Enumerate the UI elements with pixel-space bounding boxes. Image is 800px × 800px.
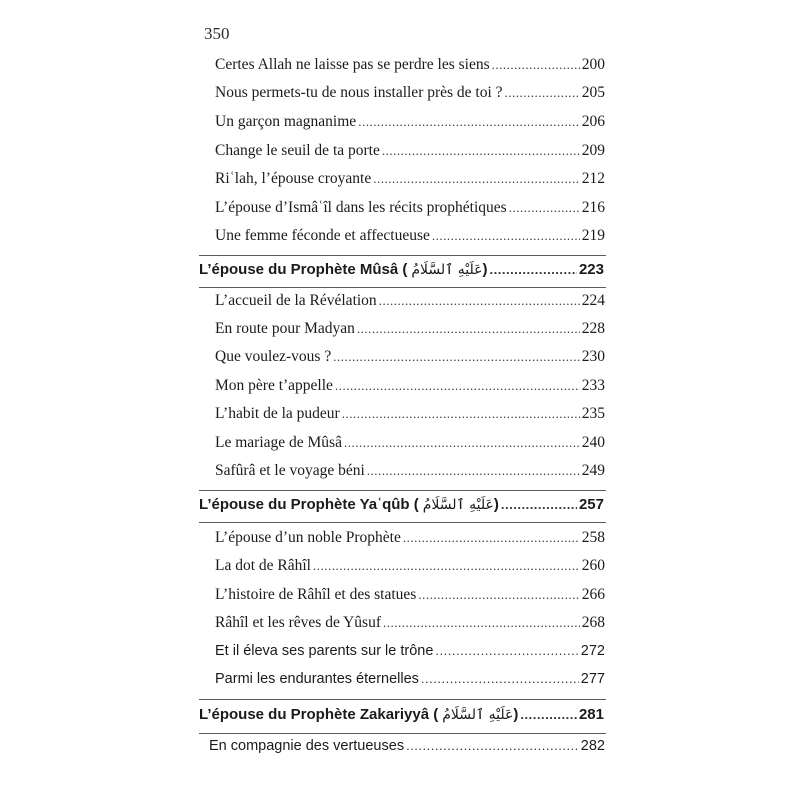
toc-entry <box>215 462 605 480</box>
toc-entry <box>215 142 605 160</box>
toc-chapter-title: L’épouse du Prophète Mûsâ ( عَلَيْهِ ٱلسَّلَامُ) <box>199 261 488 278</box>
toc-entry-page: 260 <box>581 557 605 574</box>
section-divider <box>199 733 606 734</box>
toc-entry-title: Certes Allah ne laisse pas se perdre les siens <box>215 56 490 73</box>
toc-chapter-page: 223 <box>578 261 604 278</box>
toc-entry <box>215 671 605 687</box>
toc-entry-page: 258 <box>581 529 605 546</box>
section-divider <box>199 287 606 288</box>
dot-leader <box>379 293 580 309</box>
section-divider <box>199 255 606 256</box>
dot-leader <box>335 378 580 394</box>
toc-chapter-heading <box>199 261 604 278</box>
toc-entry-page: 206 <box>581 113 605 130</box>
toc-chapter-page: 281 <box>578 706 604 723</box>
dot-leader <box>421 671 579 686</box>
toc-entry <box>215 320 605 338</box>
dot-leader <box>373 171 580 187</box>
toc-entry-title: L’épouse d’Ismâʿîl dans les récits prophétiques <box>215 199 507 216</box>
dot-leader <box>520 707 577 722</box>
toc-entry-page: 249 <box>581 462 605 479</box>
dot-leader <box>432 228 580 244</box>
dot-leader <box>383 615 580 631</box>
toc-entry-page: 228 <box>581 320 605 337</box>
dot-leader <box>406 738 579 753</box>
toc-entry-title: Une femme féconde et affectueuse <box>215 227 430 244</box>
toc-entry-title: Et il éleva ses parents sur le trône <box>215 643 434 659</box>
toc-entry <box>215 434 605 452</box>
toc-entry-page: 224 <box>581 292 605 309</box>
toc-entry-page: 266 <box>581 586 605 603</box>
toc-entry <box>215 170 605 188</box>
section-divider <box>199 490 606 491</box>
toc-entry <box>215 643 605 659</box>
toc-entry-title: La dot de Râhîl <box>215 557 311 574</box>
dot-leader <box>367 463 580 479</box>
toc-entry-page: 233 <box>581 377 605 394</box>
dot-leader <box>382 143 580 159</box>
section-divider <box>199 522 606 523</box>
toc-entry-page: 240 <box>581 434 605 451</box>
toc-entry <box>215 348 605 366</box>
dot-leader <box>492 57 580 73</box>
toc-entry-title: Safûrâ et le voyage béni <box>215 462 365 479</box>
toc-entry-title: Parmi les endurantes éternelles <box>215 671 419 687</box>
toc-entry-page: 200 <box>581 56 605 73</box>
toc-entry <box>209 738 605 754</box>
toc-chapter-title: L’épouse du Prophète Yaʿqûb ( عَلَيْهِ ٱلسَّلَامُ) <box>199 496 499 513</box>
toc-entry <box>215 529 605 547</box>
dot-leader <box>403 530 580 546</box>
toc-entry <box>215 84 605 102</box>
toc-chapter-title: L’épouse du Prophète Zakariyyâ ( عَلَيْهِ ٱلسَّلَامُ) <box>199 706 519 723</box>
dot-leader <box>358 114 580 130</box>
dot-leader <box>501 497 577 512</box>
toc-entry <box>215 199 605 217</box>
toc-entry-page: 235 <box>581 405 605 422</box>
dot-leader <box>505 85 580 101</box>
toc-entry-title: Le mariage de Mûsâ <box>215 434 342 451</box>
toc-chapter-heading <box>199 496 604 513</box>
toc-chapter-page: 257 <box>578 496 604 513</box>
toc-entry-page: 282 <box>580 738 605 754</box>
toc-entry <box>215 586 605 604</box>
toc-entry-title: L’histoire de Râhîl et des statues <box>215 586 417 603</box>
toc-entry-title: L’accueil de la Révélation <box>215 292 377 309</box>
dot-leader <box>313 558 580 574</box>
toc-entry <box>215 227 605 245</box>
dot-leader <box>435 643 578 658</box>
arabic-honorific: عَلَيْهِ ٱلسَّلَامُ <box>442 707 514 723</box>
arabic-honorific: عَلَيْهِ ٱلسَّلَامُ <box>411 262 483 278</box>
toc-entry-page: 268 <box>581 614 605 631</box>
toc-entry-page: 216 <box>581 199 605 216</box>
toc-entry <box>215 113 605 131</box>
toc-entry-page: 209 <box>581 142 605 159</box>
dot-leader <box>344 435 580 451</box>
toc-entry-page: 277 <box>580 671 605 687</box>
toc-entry-title: Riʿlah, l’épouse croyante <box>215 170 372 187</box>
dot-leader <box>490 262 577 277</box>
toc-entry-title: Mon père t’appelle <box>215 377 333 394</box>
dot-leader <box>333 349 580 365</box>
toc-entry-page: 272 <box>580 643 605 659</box>
toc-chapter-heading <box>199 706 604 723</box>
toc-entry-title: En route pour Madyan <box>215 320 355 337</box>
toc-entry-title: Nous permets-tu de nous installer près de toi ? <box>215 84 503 101</box>
page-number: 350 <box>204 24 230 43</box>
toc-entry <box>215 56 605 74</box>
dot-leader <box>509 200 580 216</box>
toc-entry-title: Un garçon magnanime <box>215 113 357 130</box>
toc-entry <box>215 292 605 310</box>
toc-entry <box>215 405 605 423</box>
dot-leader <box>357 321 580 337</box>
dot-leader <box>342 406 580 422</box>
toc-entry-title: Que voulez-vous ? <box>215 348 332 365</box>
toc-entry-title: L’habit de la pudeur <box>215 405 340 422</box>
toc-entry-title: En compagnie des vertueuses <box>209 738 405 754</box>
toc-entry-page: 205 <box>581 84 605 101</box>
toc-entry <box>215 377 605 395</box>
toc-entry-title: L’épouse d’un noble Prophète <box>215 529 401 546</box>
toc-entry-page: 219 <box>581 227 605 244</box>
toc-entry-title: Change le seuil de ta porte <box>215 142 380 159</box>
toc-entry-page: 230 <box>581 348 605 365</box>
dot-leader <box>418 587 579 603</box>
arabic-honorific: عَلَيْهِ ٱلسَّلَامُ <box>422 497 494 513</box>
section-divider <box>199 699 606 700</box>
toc-entry <box>215 614 605 632</box>
toc-entry <box>215 557 605 575</box>
toc-entry-page: 212 <box>581 170 605 187</box>
toc-entry-title: Râhîl et les rêves de Yûsuf <box>215 614 382 631</box>
